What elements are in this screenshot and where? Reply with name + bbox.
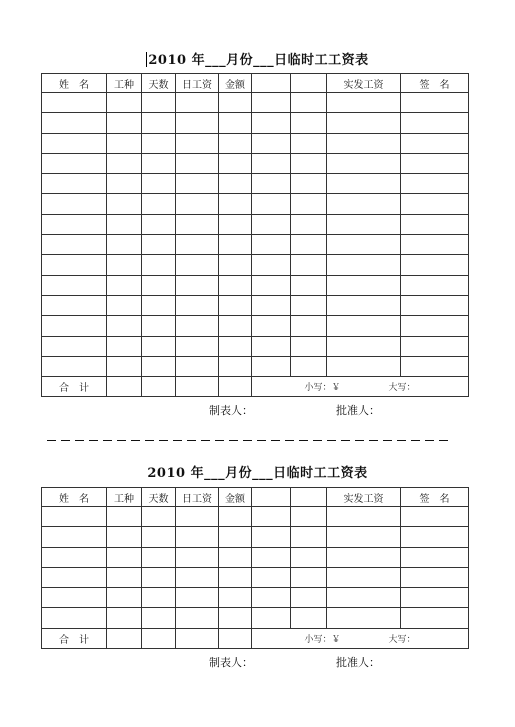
header-actual-wage: 实发工资 [327, 488, 401, 507]
table-row [42, 235, 469, 255]
entry-cell[interactable] [142, 588, 176, 608]
form1-total-row [42, 377, 469, 397]
entry-cell[interactable] [142, 336, 176, 356]
entry-cell[interactable] [42, 588, 107, 608]
total-cell[interactable] [176, 377, 219, 397]
entry-cell[interactable] [142, 567, 176, 587]
entry-cell[interactable] [401, 174, 469, 194]
header-daily-wage: 日工资 [176, 488, 219, 507]
entry-cell[interactable] [42, 356, 107, 376]
entry-cell[interactable] [327, 255, 401, 275]
entry-cell[interactable] [107, 316, 142, 336]
table-row [42, 153, 469, 173]
header-actual-wage: 实发工资 [327, 74, 401, 93]
form2-total-row [42, 628, 469, 648]
form1-wage-table [41, 73, 469, 397]
entry-cell[interactable] [42, 295, 107, 315]
entry-cell[interactable] [291, 214, 327, 234]
header-blank-1 [252, 74, 291, 93]
header-daily-wage: 日工资 [176, 74, 219, 93]
entry-cell[interactable] [291, 507, 327, 527]
entry-cell[interactable] [291, 588, 327, 608]
entry-cell[interactable] [42, 174, 107, 194]
entry-cell[interactable] [142, 507, 176, 527]
entry-cell[interactable] [107, 295, 142, 315]
entry-cell[interactable] [219, 527, 252, 547]
entry-cell[interactable] [176, 356, 219, 376]
entry-cell[interactable] [142, 235, 176, 255]
total-cell[interactable] [142, 377, 176, 397]
entry-cell[interactable] [291, 113, 327, 133]
entry-cell[interactable] [327, 608, 401, 628]
entry-cell[interactable] [327, 275, 401, 295]
entry-cell[interactable] [291, 133, 327, 153]
table-row [42, 133, 469, 153]
entry-cell[interactable] [327, 93, 401, 113]
entry-cell[interactable] [252, 194, 291, 214]
table-row [42, 336, 469, 356]
entry-cell[interactable] [291, 235, 327, 255]
entry-cell[interactable] [42, 316, 107, 336]
entry-cell[interactable] [252, 295, 291, 315]
entry-cell[interactable] [42, 608, 107, 628]
entry-cell[interactable] [252, 214, 291, 234]
entry-cell[interactable] [107, 235, 142, 255]
entry-cell[interactable] [176, 588, 219, 608]
header-blank-2 [291, 74, 327, 93]
entry-cell[interactable] [327, 295, 401, 315]
entry-cell[interactable] [327, 588, 401, 608]
table-row [42, 275, 469, 295]
entry-cell[interactable] [42, 113, 107, 133]
entry-cell[interactable] [401, 336, 469, 356]
entry-cell[interactable] [176, 153, 219, 173]
entry-cell[interactable] [107, 547, 142, 567]
entry-cell[interactable] [219, 93, 252, 113]
form2-approver-label: 批准人： [336, 656, 380, 669]
header-days: 天数 [142, 488, 176, 507]
entry-cell[interactable] [401, 356, 469, 376]
header-signature: 签 名 [401, 488, 469, 507]
form1-title-text: 2010 年___月份___日临时工工资表 [148, 53, 369, 68]
entry-cell[interactable] [176, 507, 219, 527]
entry-cell[interactable] [327, 194, 401, 214]
entry-cell[interactable] [291, 174, 327, 194]
total-cell[interactable] [142, 628, 176, 648]
entry-cell[interactable] [176, 527, 219, 547]
entry-cell[interactable] [252, 93, 291, 113]
table-row [42, 113, 469, 133]
form1-preparer-label: 制表人： [209, 404, 253, 417]
table-row [42, 316, 469, 336]
entry-cell[interactable] [142, 255, 176, 275]
entry-cell[interactable] [107, 255, 142, 275]
entry-cell[interactable] [401, 214, 469, 234]
entry-cell[interactable] [291, 567, 327, 587]
entry-cell[interactable] [107, 113, 142, 133]
total-cell[interactable] [176, 628, 219, 648]
entry-cell[interactable] [219, 336, 252, 356]
uppercase-label: 大写： [388, 634, 416, 645]
entry-cell[interactable] [142, 194, 176, 214]
header-name: 姓 名 [42, 488, 107, 507]
table-row [42, 194, 469, 214]
entry-cell[interactable] [252, 608, 291, 628]
entry-cell[interactable] [252, 153, 291, 173]
entry-cell[interactable] [291, 295, 327, 315]
form1-approver-label: 批准人： [336, 404, 380, 417]
form2-title: 2010 年___月份___日临时工工资表 [147, 466, 368, 481]
entry-cell[interactable] [107, 336, 142, 356]
entry-cell[interactable] [107, 275, 142, 295]
entry-cell[interactable] [327, 113, 401, 133]
entry-cell[interactable] [401, 133, 469, 153]
cut-line-divider [47, 440, 449, 442]
entry-cell[interactable] [327, 336, 401, 356]
entry-cell[interactable] [176, 336, 219, 356]
entry-cell[interactable] [42, 275, 107, 295]
entry-cell[interactable] [291, 336, 327, 356]
entry-cell[interactable] [252, 133, 291, 153]
entry-cell[interactable] [42, 194, 107, 214]
header-blank-2 [291, 488, 327, 507]
entry-cell[interactable] [327, 567, 401, 587]
entry-cell[interactable] [252, 567, 291, 587]
entry-cell[interactable] [401, 194, 469, 214]
entry-cell[interactable] [252, 588, 291, 608]
entry-cell[interactable] [42, 255, 107, 275]
entry-cell[interactable] [219, 153, 252, 173]
entry-cell[interactable] [401, 295, 469, 315]
entry-cell[interactable] [142, 608, 176, 628]
entry-cell[interactable] [219, 567, 252, 587]
entry-cell[interactable] [252, 255, 291, 275]
entry-cell[interactable] [42, 214, 107, 234]
total-cell[interactable] [107, 377, 142, 397]
entry-cell[interactable] [401, 113, 469, 133]
lowercase-label: 小写：￥ [304, 634, 341, 645]
entry-cell[interactable] [219, 255, 252, 275]
entry-cell[interactable] [107, 608, 142, 628]
entry-cell[interactable] [401, 316, 469, 336]
entry-cell[interactable] [107, 133, 142, 153]
form1-header-row [42, 74, 469, 93]
entry-cell[interactable] [142, 214, 176, 234]
entry-cell[interactable] [219, 194, 252, 214]
entry-cell[interactable] [176, 275, 219, 295]
header-days: 天数 [142, 74, 176, 93]
table-row [42, 255, 469, 275]
entry-cell[interactable] [252, 275, 291, 295]
entry-cell[interactable] [107, 93, 142, 113]
entry-cell[interactable] [107, 507, 142, 527]
entry-cell[interactable] [176, 316, 219, 336]
entry-cell[interactable] [42, 547, 107, 567]
entry-cell[interactable] [42, 153, 107, 173]
entry-cell[interactable] [176, 174, 219, 194]
entry-cell[interactable] [291, 547, 327, 567]
entry-cell[interactable] [252, 113, 291, 133]
entry-cell[interactable] [291, 608, 327, 628]
entry-cell[interactable] [176, 295, 219, 315]
entry-cell[interactable] [107, 153, 142, 173]
entry-cell[interactable] [219, 507, 252, 527]
entry-cell[interactable] [142, 527, 176, 547]
entry-cell[interactable] [107, 588, 142, 608]
entry-cell[interactable] [219, 214, 252, 234]
table-row [42, 507, 469, 527]
total-cell[interactable] [219, 377, 252, 397]
header-blank-1 [252, 488, 291, 507]
entry-cell[interactable] [401, 527, 469, 547]
entry-cell[interactable] [176, 547, 219, 567]
entry-cell[interactable] [176, 567, 219, 587]
entry-cell[interactable] [219, 275, 252, 295]
entry-cell[interactable] [142, 174, 176, 194]
entry-cell[interactable] [291, 356, 327, 376]
entry-cell[interactable] [401, 93, 469, 113]
entry-cell[interactable] [142, 93, 176, 113]
entry-cell[interactable] [219, 588, 252, 608]
entry-cell[interactable] [176, 255, 219, 275]
entry-cell[interactable] [401, 153, 469, 173]
entry-cell[interactable] [327, 133, 401, 153]
entry-cell[interactable] [291, 527, 327, 547]
entry-cell[interactable] [107, 527, 142, 547]
entry-cell[interactable] [42, 336, 107, 356]
table-row [42, 214, 469, 234]
entry-cell[interactable] [401, 235, 469, 255]
entry-cell[interactable] [291, 93, 327, 113]
entry-cell[interactable] [176, 113, 219, 133]
entry-cell[interactable] [327, 547, 401, 567]
entry-cell[interactable] [291, 194, 327, 214]
table-row [42, 174, 469, 194]
entry-cell[interactable] [107, 194, 142, 214]
entry-cell[interactable] [176, 235, 219, 255]
table-row [42, 588, 469, 608]
entry-cell[interactable] [142, 113, 176, 133]
entry-cell[interactable] [327, 235, 401, 255]
entry-cell[interactable] [219, 608, 252, 628]
entry-cell[interactable] [327, 507, 401, 527]
entry-cell[interactable] [327, 316, 401, 336]
entry-cell[interactable] [42, 93, 107, 113]
entry-cell[interactable] [142, 275, 176, 295]
entry-cell[interactable] [107, 567, 142, 587]
entry-cell[interactable] [291, 153, 327, 173]
entry-cell[interactable] [219, 356, 252, 376]
entry-cell[interactable] [107, 356, 142, 376]
entry-cell[interactable] [142, 316, 176, 336]
entry-cell[interactable] [107, 174, 142, 194]
entry-cell[interactable] [176, 133, 219, 153]
entry-cell[interactable] [327, 214, 401, 234]
entry-cell[interactable] [219, 133, 252, 153]
header-amount: 金额 [219, 488, 252, 507]
entry-cell[interactable] [401, 547, 469, 567]
entry-cell[interactable] [219, 174, 252, 194]
form1-title [0, 49, 515, 68]
total-amount-cell[interactable] [252, 377, 469, 397]
entry-cell[interactable] [219, 235, 252, 255]
entry-cell[interactable] [219, 295, 252, 315]
entry-cell[interactable] [327, 527, 401, 547]
total-cell[interactable] [219, 628, 252, 648]
entry-cell[interactable] [401, 507, 469, 527]
form1-body [42, 93, 469, 377]
entry-cell[interactable] [42, 235, 107, 255]
header-job-type: 工种 [107, 74, 142, 93]
entry-cell[interactable] [176, 214, 219, 234]
entry-cell[interactable] [327, 356, 401, 376]
entry-cell[interactable] [42, 567, 107, 587]
entry-cell[interactable] [219, 316, 252, 336]
entry-cell[interactable] [252, 316, 291, 336]
table-row [42, 567, 469, 587]
table-row [42, 547, 469, 567]
form2-body [42, 507, 469, 629]
entry-cell[interactable] [176, 194, 219, 214]
uppercase-label: 大写： [388, 383, 416, 394]
lowercase-label: 小写：￥ [304, 383, 341, 394]
table-row [42, 295, 469, 315]
entry-cell[interactable] [291, 316, 327, 336]
total-amount-cell[interactable] [252, 628, 469, 648]
entry-cell[interactable] [42, 527, 107, 547]
total-label: 合 计 [42, 377, 107, 397]
entry-cell[interactable] [401, 588, 469, 608]
table-row [42, 527, 469, 547]
entry-cell[interactable] [142, 153, 176, 173]
entry-cell[interactable] [252, 174, 291, 194]
header-name: 姓 名 [42, 74, 107, 93]
entry-cell[interactable] [252, 235, 291, 255]
entry-cell[interactable] [142, 295, 176, 315]
entry-cell[interactable] [176, 608, 219, 628]
form2-header-row [42, 488, 469, 507]
entry-cell[interactable] [252, 527, 291, 547]
header-signature: 签 名 [401, 74, 469, 93]
header-job-type: 工种 [107, 488, 142, 507]
entry-cell[interactable] [401, 275, 469, 295]
entry-cell[interactable] [176, 93, 219, 113]
entry-cell[interactable] [252, 336, 291, 356]
form2-wage-table [41, 487, 469, 649]
table-row [42, 356, 469, 376]
entry-cell[interactable] [42, 133, 107, 153]
entry-cell[interactable] [327, 153, 401, 173]
total-label: 合 计 [42, 628, 107, 648]
entry-cell[interactable] [252, 356, 291, 376]
entry-cell[interactable] [142, 547, 176, 567]
header-amount: 金额 [219, 74, 252, 93]
entry-cell[interactable] [291, 255, 327, 275]
entry-cell[interactable] [252, 507, 291, 527]
entry-cell[interactable] [401, 255, 469, 275]
entry-cell[interactable] [291, 275, 327, 295]
entry-cell[interactable] [219, 547, 252, 567]
total-cell[interactable] [107, 628, 142, 648]
entry-cell[interactable] [107, 214, 142, 234]
entry-cell[interactable] [252, 547, 291, 567]
table-row [42, 93, 469, 113]
form2-preparer-label: 制表人： [209, 656, 253, 669]
entry-cell[interactable] [401, 567, 469, 587]
entry-cell[interactable] [219, 113, 252, 133]
entry-cell[interactable] [142, 356, 176, 376]
entry-cell[interactable] [42, 507, 107, 527]
table-row [42, 608, 469, 628]
entry-cell[interactable] [142, 133, 176, 153]
entry-cell[interactable] [327, 174, 401, 194]
entry-cell[interactable] [401, 608, 469, 628]
